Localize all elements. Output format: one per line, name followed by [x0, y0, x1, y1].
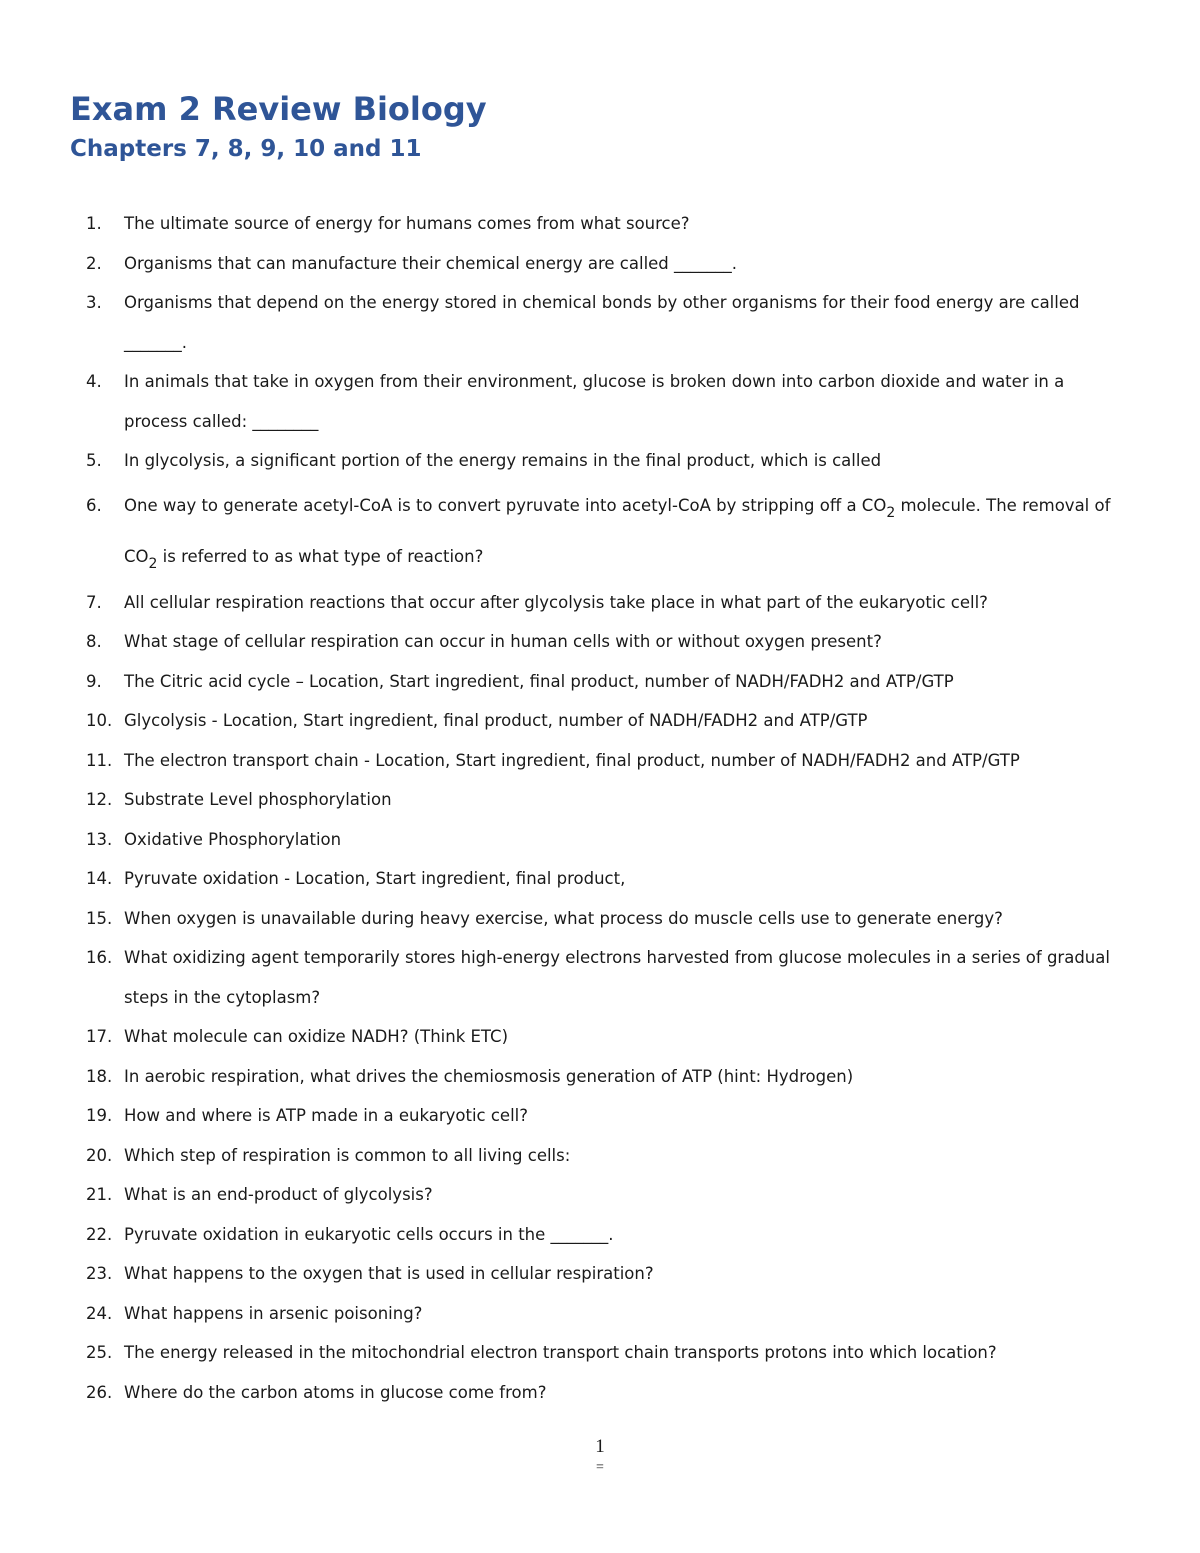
question-item	[0, 441, 1200, 481]
question-number: 20.	[86, 1145, 113, 1165]
question-number: 15.	[86, 908, 113, 928]
question-text: What stage of cellular respiration can occur in human cells with or without oxygen present?	[124, 632, 882, 651]
document-title: Exam 2 Review Biology	[70, 90, 487, 128]
question-number: 13.	[86, 829, 113, 849]
question-text: Organisms that can manufacture their chemical energy are called _______.	[124, 253, 738, 273]
question-text: In aerobic respiration, what drives the chemiosmosis generation of ATP (hint: Hydrogen)	[124, 1066, 854, 1086]
question-text: What oxidizing agent temporarily stores high-energy electrons harvested from glucose molecules in a series of gradual steps in the cytoplasm?	[124, 948, 1110, 1007]
question-text: What is an end-product of glycolysis?	[124, 1185, 433, 1204]
question-text: What happens in arsenic poisoning?	[124, 1303, 423, 1323]
question-number: 17.	[86, 1027, 113, 1046]
question-number: 26.	[86, 1382, 113, 1402]
question-item	[0, 1373, 1200, 1413]
question-text: The energy released in the mitochondrial electron transport chain transports protons into which location?	[124, 1343, 997, 1362]
question-item	[0, 481, 1200, 583]
question-text: When oxygen is unavailable during heavy exercise, what process do muscle cells use to generate energy?	[124, 908, 1003, 928]
question-number: 14.	[86, 869, 113, 888]
question-item	[0, 741, 1200, 781]
question-item	[0, 362, 1200, 441]
question-text: Glycolysis - Location, Start ingredient, final product, number of NADH/FADH2 and ATP/GTP	[124, 711, 868, 730]
question-item	[0, 204, 1200, 244]
document-subtitle: Chapters 7, 8, 9, 10 and 11	[70, 136, 422, 162]
question-item	[0, 1057, 1200, 1097]
question-item	[0, 701, 1200, 741]
subscript: 2	[148, 555, 158, 572]
question-number: 25.	[86, 1343, 113, 1362]
question-item	[0, 1333, 1200, 1373]
question-text: How and where is ATP made in a eukaryotic cell?	[124, 1106, 529, 1125]
question-text: The electron transport chain - Location, Start ingredient, final product, number of NADH/FADH2 and ATP/GTP	[124, 750, 1020, 770]
question-text: The ultimate source of energy for humans comes from what source?	[124, 214, 690, 233]
question-item	[0, 938, 1200, 1017]
question-text: Where do the carbon atoms in glucose come from?	[124, 1382, 547, 1402]
question-text: Pyruvate oxidation in eukaryotic cells occurs in the _______.	[124, 1224, 614, 1244]
question-text: Which step of respiration is common to all living cells:	[124, 1145, 571, 1165]
question-text-part: One way to generate acetyl-CoA is to convert pyruvate into acetyl-CoA by stripping off a CO	[124, 495, 887, 515]
question-text: In animals that take in oxygen from their environment, glucose is broken down into carbon dioxide and water in a process called: ________	[124, 372, 1065, 431]
question-item	[0, 244, 1200, 284]
question-number: 11.	[86, 750, 113, 770]
question-number: 22.	[86, 1224, 113, 1244]
question-number: 23.	[86, 1264, 113, 1283]
question-item	[0, 662, 1200, 702]
question-item	[0, 283, 1200, 362]
question-number: 24.	[86, 1303, 113, 1323]
question-number: 5.	[86, 451, 102, 470]
question-item	[0, 1294, 1200, 1334]
question-number: 8.	[86, 632, 102, 651]
question-text: Pyruvate oxidation - Location, Start ingredient, final product,	[124, 869, 626, 888]
question-text: All cellular respiration reactions that occur after glycolysis take place in what part of the eukaryotic cell?	[124, 592, 988, 612]
question-text: What happens to the oxygen that is used in cellular respiration?	[124, 1264, 654, 1283]
question-number: 2.	[86, 253, 102, 273]
page-number-rule: =	[596, 1460, 604, 1475]
question-item	[0, 780, 1200, 820]
question-text: Oxidative Phosphorylation	[124, 829, 342, 849]
question-number: 7.	[86, 592, 102, 612]
page-number: 1	[595, 1436, 605, 1457]
question-text: Substrate Level phosphorylation	[124, 790, 392, 809]
question-item	[0, 1136, 1200, 1176]
question-item	[0, 622, 1200, 662]
question-number: 6.	[86, 495, 102, 515]
question-item	[0, 1175, 1200, 1215]
question-text: In glycolysis, a significant portion of the energy remains in the final product, which is called	[124, 451, 882, 470]
question-item	[0, 1215, 1200, 1255]
question-text-part: molecule. The removal of CO	[124, 495, 1111, 566]
question-number: 1.	[86, 214, 102, 233]
question-item	[0, 1096, 1200, 1136]
question-number: 4.	[86, 372, 102, 391]
question-number: 10.	[86, 711, 113, 730]
question-item	[0, 583, 1200, 623]
question-text: Organisms that depend on the energy stored in chemical bonds by other organisms for their food energy are called _______.	[124, 293, 1080, 352]
question-number: 21.	[86, 1185, 113, 1204]
question-item	[0, 1017, 1200, 1057]
question-item	[0, 899, 1200, 939]
question-text: The Citric acid cycle – Location, Start ingredient, final product, number of NADH/FADH2 and ATP/GTP	[124, 671, 954, 691]
question-number: 16.	[86, 948, 113, 967]
question-list	[0, 204, 1200, 1412]
question-item	[0, 1254, 1200, 1294]
question-item	[0, 859, 1200, 899]
question-number: 12.	[86, 790, 113, 809]
question-text: What molecule can oxidize NADH? (Think ETC)	[124, 1027, 509, 1046]
question-number: 19.	[86, 1106, 113, 1125]
question-item	[0, 820, 1200, 860]
subscript: 2	[886, 504, 896, 521]
question-number: 18.	[86, 1066, 113, 1086]
question-text-part: is referred to as what type of reaction?	[157, 546, 484, 566]
question-number: 3.	[86, 293, 102, 312]
question-number: 9.	[86, 671, 102, 691]
